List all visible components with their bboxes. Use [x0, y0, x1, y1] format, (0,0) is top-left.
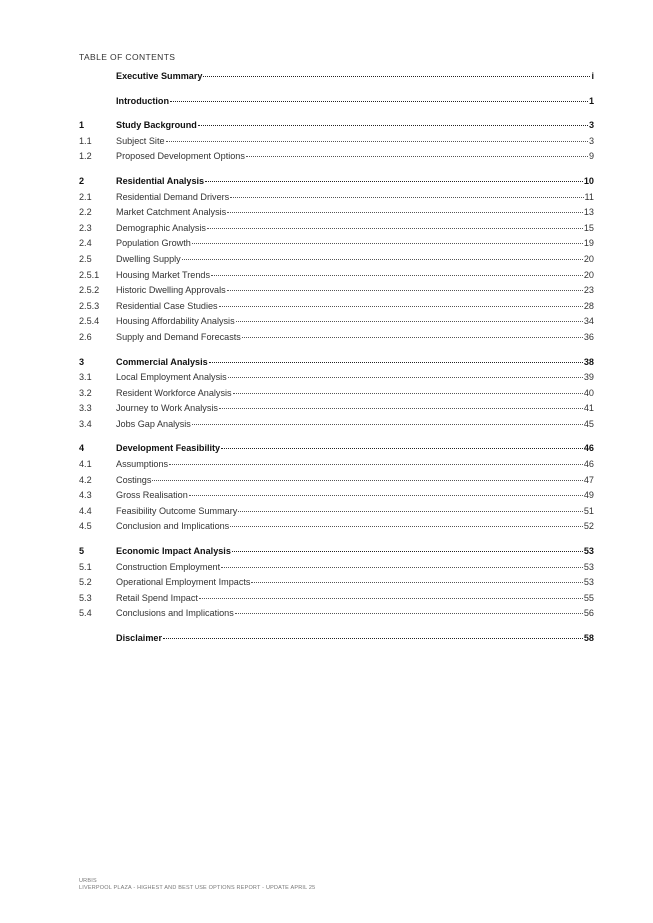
toc-entry[interactable]	[79, 190, 594, 206]
toc-dot-leader	[232, 551, 583, 552]
toc-entry[interactable]	[79, 236, 594, 252]
toc-entry-number: 2.5	[79, 253, 92, 264]
toc-entry-title: Supply and Demand Forecasts	[116, 331, 241, 342]
toc-entry-number: 5.1	[79, 561, 92, 572]
toc-entry[interactable]	[79, 386, 594, 402]
toc-dot-leader	[235, 613, 583, 614]
toc-entry[interactable]	[79, 221, 594, 237]
toc-entry-page-number: 45	[583, 418, 594, 429]
toc-entry-number: 2.5.4	[79, 316, 100, 327]
toc-entry[interactable]	[79, 283, 594, 299]
toc-dot-leader	[199, 598, 583, 599]
toc-entry-number: 4.5	[79, 521, 92, 532]
toc-entry-page-number: 19	[583, 238, 594, 249]
toc-entry-page-number: 53	[583, 577, 594, 588]
toc-dot-leader	[233, 393, 583, 394]
toc-entry[interactable]	[79, 417, 594, 433]
toc-entry-page-number: 38	[583, 356, 594, 367]
toc-entry-title: Costings	[116, 474, 152, 485]
toc-entry-page-number: 1	[588, 95, 594, 106]
toc-entry-number: 4.4	[79, 505, 92, 516]
toc-entry-title: Retail Spend Impact	[116, 592, 198, 603]
toc-entry-page-number: 53	[583, 546, 594, 557]
toc-entry-number: 5.3	[79, 592, 92, 603]
toc-dot-leader	[189, 495, 583, 496]
toc-dot-leader	[238, 511, 583, 512]
toc-entry-number: 2.6	[79, 331, 92, 342]
toc-entry[interactable]	[79, 560, 594, 576]
toc-dot-leader	[251, 582, 582, 583]
toc-dot-leader	[228, 377, 583, 378]
toc-entry-number: 2.1	[79, 191, 92, 202]
toc-entry-title: Executive Summary	[116, 71, 203, 81]
toc-entry-title: Journey to Work Analysis	[116, 403, 218, 414]
toc-entry-title: Proposed Development Options	[116, 151, 245, 162]
toc-entry-number: 3.1	[79, 372, 92, 383]
toc-entry-number: 5.4	[79, 608, 92, 619]
toc-dot-leader	[182, 259, 583, 260]
toc-entry-page-number: 34	[583, 316, 594, 327]
toc-dot-leader	[221, 448, 583, 449]
toc-entry-title: Dwelling Supply	[116, 253, 181, 264]
toc-entry-title: Study Background	[116, 120, 197, 131]
toc-entry-number: 5	[79, 546, 85, 557]
toc-entry-title: Conclusion and Implications	[116, 521, 230, 532]
toc-entry-title: Jobs Gap Analysis	[116, 418, 191, 429]
toc-entry-number: 2.4	[79, 238, 92, 249]
toc-heading: TABLE OF CONTENTS	[79, 52, 176, 62]
toc-dot-leader	[227, 290, 583, 291]
toc-entry-page-number: 47	[583, 474, 594, 485]
toc-spacer	[79, 622, 594, 631]
toc-entry-title: Development Feasibility	[116, 443, 221, 454]
toc-entry[interactable]	[79, 69, 594, 85]
toc-entry[interactable]	[79, 370, 594, 386]
toc-dot-leader	[207, 228, 583, 229]
toc-dot-leader	[166, 141, 588, 142]
toc-entry-number: 2.5.2	[79, 285, 100, 296]
toc-entry[interactable]	[79, 488, 594, 504]
toc-entry-page-number: 40	[583, 387, 594, 398]
toc-entry-page-number: 46	[583, 459, 594, 470]
toc-entry[interactable]	[79, 457, 594, 473]
toc-dot-leader	[170, 101, 588, 102]
toc-entry[interactable]	[79, 606, 594, 622]
toc-entry-title: Subject Site	[116, 135, 165, 146]
toc-entry-title: Economic Impact Analysis	[116, 546, 231, 557]
toc-dot-leader	[219, 408, 583, 409]
toc-entry[interactable]	[79, 631, 594, 647]
toc-spacer	[79, 109, 594, 118]
toc-entry-title: Assumptions	[116, 459, 169, 470]
toc-entry[interactable]	[79, 330, 594, 346]
toc-entry-number: 5.2	[79, 577, 92, 588]
toc-spacer	[79, 165, 594, 174]
toc-dot-leader	[163, 638, 583, 639]
toc-entry-title: Market Catchment Analysis	[116, 207, 227, 218]
page-footer	[79, 878, 315, 892]
toc-entry-page-number: 3	[588, 135, 594, 146]
toc-entry[interactable]	[79, 519, 594, 535]
toc-entry-page-number: 23	[583, 285, 594, 296]
toc-entry-title: Local Employment Analysis	[116, 372, 227, 383]
toc-entry-number: 4.3	[79, 490, 92, 501]
toc-entry[interactable]	[79, 268, 594, 284]
toc-dot-leader	[230, 197, 583, 198]
toc-entry[interactable]	[79, 591, 594, 607]
toc-dot-leader	[236, 321, 583, 322]
toc-entry[interactable]	[79, 314, 594, 330]
toc-spacer	[79, 346, 594, 355]
toc-entry[interactable]	[79, 299, 594, 315]
toc-entry[interactable]	[79, 544, 594, 560]
toc-entry-number: 3.2	[79, 387, 92, 398]
toc-entry-page-number: 20	[583, 269, 594, 280]
footer-report-title: LIVERPOOL PLAZA - HIGHEST AND BEST USE OPTIONS REPORT - UPDATE APRIL 25	[79, 885, 316, 891]
toc-entry-title: Gross Realisation	[116, 490, 188, 501]
toc-entry-page-number: 49	[583, 490, 594, 501]
toc-entry-number: 1.2	[79, 151, 92, 162]
toc-entry[interactable]	[79, 174, 594, 190]
toc-entry-page-number: 36	[583, 331, 594, 342]
toc-dot-leader	[230, 526, 583, 527]
table-of-contents	[79, 69, 594, 647]
toc-entry-title: Historic Dwelling Approvals	[116, 285, 226, 296]
toc-entry[interactable]	[79, 575, 594, 591]
toc-dot-leader	[192, 243, 583, 244]
toc-entry-number: 1.1	[79, 135, 92, 146]
toc-entry[interactable]	[79, 149, 594, 165]
toc-entry-page-number: 28	[583, 300, 594, 311]
toc-entry[interactable]	[79, 473, 594, 489]
toc-spacer	[79, 85, 594, 94]
toc-entry-title: Housing Affordability Analysis	[116, 316, 235, 327]
toc-entry-number: 4	[79, 443, 85, 454]
toc-entry-page-number: 11	[584, 191, 594, 202]
toc-entry[interactable]	[79, 205, 594, 221]
toc-entry-page-number: 20	[583, 253, 594, 264]
toc-dot-leader	[221, 567, 583, 568]
toc-entry-number: 1	[79, 120, 85, 131]
toc-dot-leader	[192, 424, 583, 425]
toc-entry-title: Feasibility Outcome Summary	[116, 505, 238, 516]
toc-entry-number: 4.1	[79, 459, 92, 470]
toc-entry-title: Population Growth	[116, 238, 191, 249]
toc-entry-page-number: 51	[583, 505, 594, 516]
toc-entry-page-number: 46	[583, 443, 594, 454]
toc-entry-title: Construction Employment	[116, 561, 221, 572]
toc-entry-page-number: i	[591, 71, 594, 81]
toc-entry-title: Resident Workforce Analysis	[116, 387, 232, 398]
toc-dot-leader	[219, 306, 583, 307]
toc-dot-leader	[211, 275, 583, 276]
toc-entry-title: Commercial Analysis	[116, 356, 208, 367]
footer-company: URBIS	[79, 878, 97, 884]
toc-dot-leader	[203, 76, 590, 77]
toc-entry[interactable]	[79, 134, 594, 150]
toc-dot-leader	[152, 480, 582, 481]
toc-entry-title: Residential Analysis	[116, 175, 205, 186]
toc-entry-page-number: 53	[583, 561, 594, 572]
toc-dot-leader	[227, 212, 583, 213]
toc-entry-title: Conclusions and Implications	[116, 608, 234, 619]
toc-dot-leader	[242, 337, 583, 338]
toc-entry[interactable]	[79, 355, 594, 371]
toc-entry-number: 4.2	[79, 474, 92, 485]
toc-dot-leader	[205, 181, 583, 182]
toc-entry[interactable]	[79, 94, 594, 110]
toc-entry[interactable]	[79, 401, 594, 417]
toc-entry-title: Demographic Analysis	[116, 222, 206, 233]
toc-dot-leader	[198, 125, 588, 126]
toc-entry-title: Residential Demand Drivers	[116, 191, 230, 202]
toc-spacer	[79, 535, 594, 544]
toc-entry-title: Housing Market Trends	[116, 269, 211, 280]
toc-entry[interactable]	[79, 504, 594, 520]
toc-entry[interactable]	[79, 118, 594, 134]
toc-entry-page-number: 15	[583, 222, 594, 233]
toc-entry-number: 2.5.3	[79, 300, 100, 311]
toc-entry-number: 3	[79, 356, 85, 367]
toc-entry-number: 2.3	[79, 222, 92, 233]
toc-spacer	[79, 432, 594, 441]
toc-entry-title: Operational Employment Impacts	[116, 577, 251, 588]
toc-entry-number: 2.2	[79, 207, 92, 218]
toc-entry-title: Residential Case Studies	[116, 300, 218, 311]
toc-dot-leader	[169, 464, 583, 465]
toc-entry-number: 2.5.1	[79, 269, 100, 280]
toc-entry-page-number: 10	[583, 175, 594, 186]
toc-entry-page-number: 13	[583, 207, 594, 218]
toc-entry-page-number: 55	[583, 592, 594, 603]
toc-entry-page-number: 9	[588, 151, 594, 162]
toc-entry-page-number: 39	[583, 372, 594, 383]
toc-entry-title: Introduction	[116, 95, 170, 106]
toc-entry-page-number: 41	[583, 403, 594, 414]
toc-entry-title: Disclaimer	[116, 633, 163, 643]
toc-entry[interactable]	[79, 441, 594, 457]
toc-entry-number: 3.4	[79, 418, 92, 429]
toc-dot-leader	[209, 362, 583, 363]
toc-entry-number: 2	[79, 175, 85, 186]
toc-dot-leader	[246, 156, 588, 157]
toc-entry-page-number: 3	[588, 120, 594, 131]
toc-entry-page-number: 56	[583, 608, 594, 619]
toc-entry-page-number: 58	[583, 633, 594, 643]
toc-entry-number: 3.3	[79, 403, 92, 414]
toc-entry[interactable]	[79, 252, 594, 268]
toc-entry-page-number: 52	[583, 521, 594, 532]
